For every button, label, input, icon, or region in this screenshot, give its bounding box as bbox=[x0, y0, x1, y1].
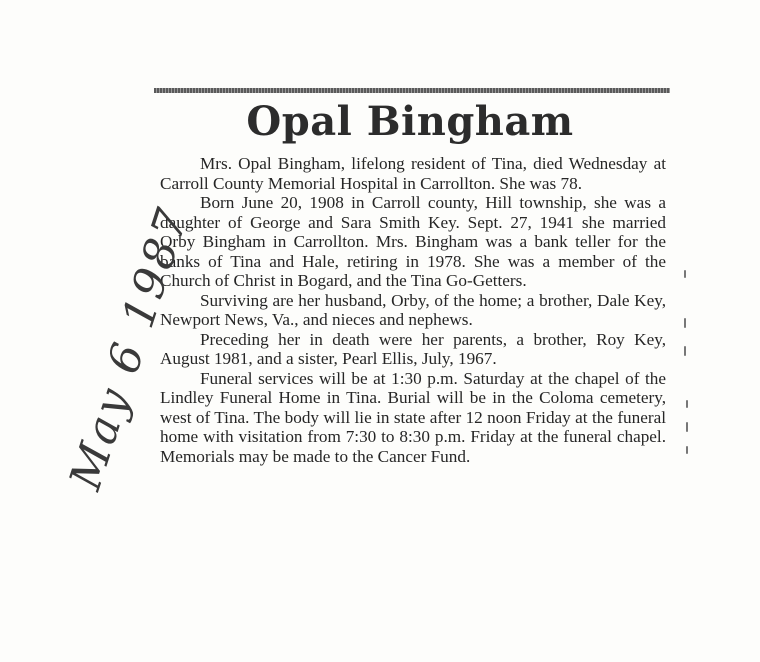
paragraph-preceded: Preceding her in death were her parents, a brother, Roy Key, August 1981, and a sister, Pearl Ellis, July, 1967. bbox=[160, 329, 666, 368]
paragraph-death-notice: Mrs. Opal Bingham, lifelong resident of Tina, died Wednesday at Carroll County Memorial Hospital in Carrollton. She was 78. bbox=[160, 154, 666, 193]
margin-mark bbox=[684, 346, 686, 356]
paragraph-survivors: Surviving are her husband, Orby, of the home; a brother, Dale Key, Newport News, Va., and nieces and nephews. bbox=[160, 290, 666, 329]
obituary-body bbox=[160, 154, 666, 466]
margin-mark bbox=[684, 318, 686, 328]
margin-mark bbox=[684, 270, 686, 278]
margin-mark bbox=[686, 446, 688, 454]
newspaper-clipping bbox=[150, 78, 670, 578]
paragraph-biography: Born June 20, 1908 in Carroll county, Hill township, she was a daughter of George and Sara Smith Key. Sept. 27, 1941 she married Orby Bingham in Carrollton. Mrs. Bingham was a bank teller for the banks of Tina and Hale, retiring in 1978. She was a member of the Church of Christ in Bogard, and the Tina Go-Getters. bbox=[160, 193, 666, 290]
obituary-headline: Opal Bingham bbox=[246, 98, 574, 145]
margin-mark bbox=[686, 422, 688, 432]
margin-marks bbox=[682, 270, 694, 470]
paragraph-services: Funeral services will be at 1:30 p.m. Saturday at the chapel of the Lindley Funeral Home in Tina. Burial will be in the Coloma cemetery, west of Tina. The body will lie in state after 12 noon Friday at the funeral home with visitation from 7:30 to 8:30 p.m. Friday at the funeral chapel. Memorials may be made to the Cancer Fund. bbox=[160, 368, 666, 466]
header-rule bbox=[154, 88, 670, 93]
margin-mark bbox=[686, 400, 688, 408]
handwritten-date: May 6 1987 bbox=[60, 200, 200, 496]
